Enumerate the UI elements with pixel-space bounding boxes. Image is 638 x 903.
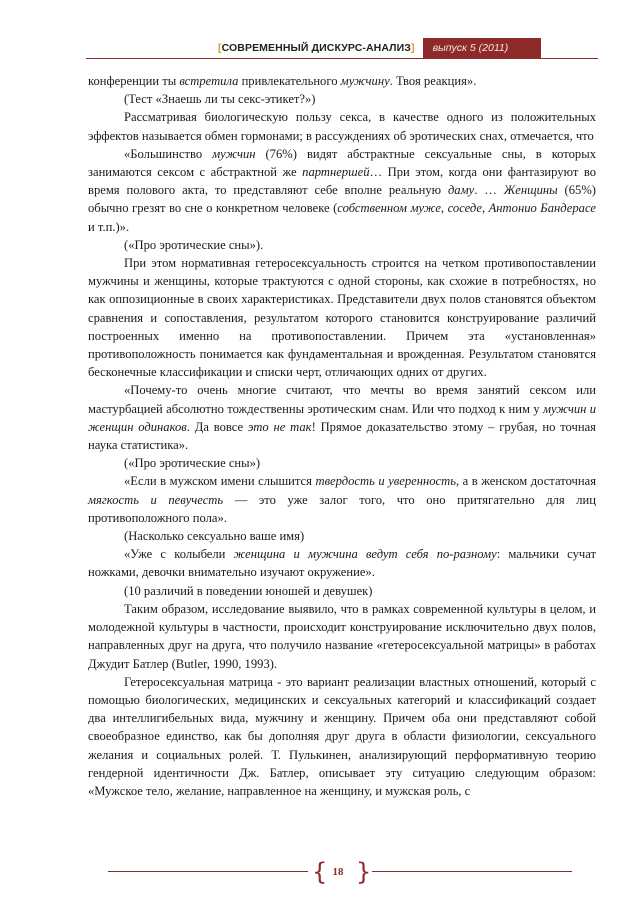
bracket-right: ] [410,42,415,54]
text-run: — это уже залог того, что оно притягательно для лиц противоположного пола». [88,492,596,525]
journal-title [218,38,423,58]
text-run: (Тест «Знаешь ли ты секс-этикет?») [124,92,316,107]
bracket-left: [ [218,42,222,54]
paragraph [88,600,596,673]
paragraph [88,454,596,472]
text-run: ! Прямое доказательство этому – грубая, но точная наука статистика». [88,419,596,453]
text-run: . Твоя реакция». [389,74,477,88]
footer-brace-right: } [356,858,372,886]
text-run: (76%) видят абстрактные сексуальные сны, в которых занимаются сексом с абстрактной же [88,146,596,180]
italic-text: партнершей [302,165,370,180]
paragraph [88,527,596,545]
paragraph [88,582,596,600]
text-run: («Про эротические сны») [124,456,261,471]
paragraph [88,381,596,454]
text-run: Таким образом, исследование выявило, что в рамках современной культуры в целом, и молодежной культуры в частности, происходит конструирование исключительно двух полов, направленных друг на друга, что получило название «гетеросексуальной матрицы» в работах Джудит Батлер (Butler, 1990, 1993). [88,601,596,671]
issue-label: выпуск 5 (2011) [423,38,541,58]
italic-text: женщина и мужчина ведут себя по-разному [233,547,497,562]
paragraph [88,545,596,581]
text-run: При этом нормативная гетеросексуальность строится на четком противопоставлении мужчины и женщины, которые трактуются с одной стороны, как схожие в потребностях, но как оппозиционные в своих характеристиках. Представители двух полов становятся объектом сравнения и сопоставления, результатом которого становится конструирование различий построенных именно на противопоставлении. Причем эта «установленная» противоположность понимается как фундаментальная и врожденная. Результатом становятся бесконечные классификации и списки черт, отличающих одних от других. [88,256,596,380]
italic-text: Женщины [503,183,558,198]
text-run: Рассматривая биологическую пользу секса, в качестве одного из положительных эффектов называется обмен гормонами; в рассуждениях об эротических снах, отмечается, что [88,110,596,143]
body-text [88,72,596,800]
header-rule [86,58,598,59]
footer-brace-left: { [312,858,328,886]
text-run: … При этом, когда они фантазируют во время полового акта, то представляют себе вполне реальную [88,165,597,198]
paragraph [88,108,596,144]
paragraph [88,254,596,381]
text-run: «Большинство [124,146,213,161]
paragraph [88,145,596,236]
italic-text: мягкость и певучесть [88,492,224,507]
page-number: 18 [332,866,344,878]
italic-text: это не так [247,419,312,434]
text-run: Гетеросексуальная матрица - это вариант реализации властных отношений, который с помощью биологических, медицинских и сексуальных категорий и классификаций создает два интеллигибельных вида, мужчину и женщину. Причем оба они представляют собой своеобразное единство, как бы дополняя друг друга в области физиологии, сексуального желания и социальных ролей. Т. Пулькинен, анализирующий перформативную теорию гендерной идентичности Дж. Батлер, описывает эту ситуацию следующим образом: «Мужское тело, желание, направленное на женщину, и мужская роль, с [88,674,596,798]
italic-text: мужчину [340,74,390,88]
text-run: привлекательного [238,74,341,88]
paragraph [88,72,596,90]
italic-text: даму [447,183,475,198]
text-run: «Если в мужском имени слышится [124,474,316,489]
text-run: , а в женском достаточная [455,474,596,489]
footer-rule-right [372,871,572,872]
text-run: конференции ты [88,74,180,88]
running-header [218,38,541,58]
text-run: («Про эротические сны»). [124,237,264,252]
italic-text: твердость и уверенность [315,474,456,489]
text-run: «Почему-то очень многие считают, что мечты во время занятий сексом или мастурбацией абсолютно тождественны эротическим снам. Или что подход к ним у [88,383,596,416]
paragraph [88,472,596,527]
footer-rule-left [108,871,308,872]
text-run: (10 различий в поведении юношей и девушек) [124,583,373,598]
text-run: (65%) обычно грезят во сне о конкретном человеке ( [88,183,597,216]
italic-text: мужчин и женщин одинаков [88,401,596,434]
italic-text: встретила [179,74,239,88]
italic-text: мужчин [212,146,256,161]
journal-title-text: СОВРЕМЕННЫЙ ДИСКУРС-АНАЛИЗ [221,42,411,54]
paragraph [88,90,596,108]
text-run: . … [474,183,504,198]
paragraph [88,673,596,800]
italic-text: собственном муже, соседе, Антонио Бандерасе [337,201,596,216]
paragraph [88,236,596,254]
text-run: и т.п.)». [88,219,130,234]
text-run: : мальчики сучат ножками, девочки внимательно изучают окружение». [88,547,597,580]
text-run: «Уже с колыбели [124,547,234,562]
text-run: . Да вовсе [186,419,248,434]
text-run: (Насколько сексуально ваше имя) [124,529,305,544]
